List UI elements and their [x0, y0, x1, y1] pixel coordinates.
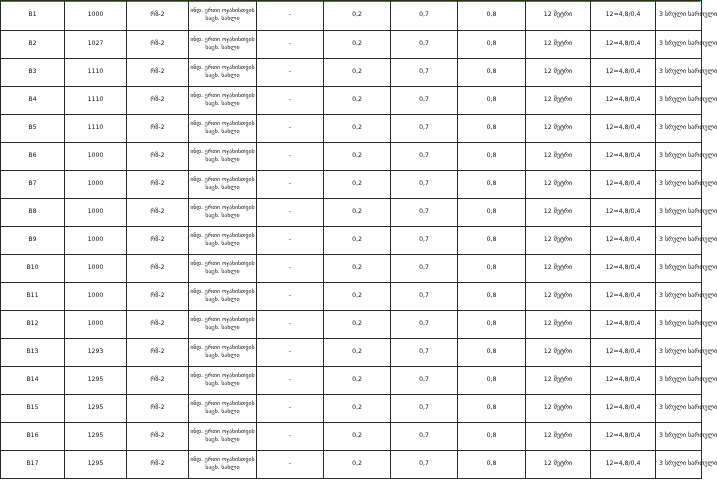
- building-type-cell: ინდ. ერთი ოჯახისთვის საცხ. სახლი: [189, 31, 257, 59]
- setback-cell: 12=4,8/0,4: [591, 227, 656, 255]
- height-cell: 12 მეტრი: [526, 59, 591, 87]
- building-type-cell: ინდ. ერთი ოჯახისთვის საცხ. სახლი: [189, 115, 257, 143]
- coefficient-k2-cell: 0,7: [391, 339, 458, 367]
- setback-cell: 12=4,8/0,4: [591, 423, 656, 451]
- height-cell: 12 მეტრი: [526, 171, 591, 199]
- floors-cell: 3 სრული სართული: [656, 283, 702, 311]
- setback-cell: 12=4,8/0,4: [591, 395, 656, 423]
- coefficient-k3-cell: 0,8: [458, 115, 526, 143]
- floors-cell: 3 სრული სართული: [656, 255, 702, 283]
- floors-cell: 3 სრული სართული: [656, 59, 702, 87]
- coefficient-k2-cell: 0,7: [391, 143, 458, 171]
- empty-value-cell: -: [257, 367, 324, 395]
- floors-cell: 3 სრული სართული: [656, 31, 702, 59]
- empty-value-cell: -: [257, 143, 324, 171]
- zone-cell: რზ-2: [127, 395, 189, 423]
- building-type-cell: ინდ. ერთი ოჯახისთვის საცხ. სახლი: [189, 171, 257, 199]
- setback-cell: 12=4,8/0,4: [591, 1, 656, 31]
- table-row: [1, 31, 702, 59]
- floors-cell: 3 სრული სართული: [656, 199, 702, 227]
- setback-cell: 12=4,8/0,4: [591, 367, 656, 395]
- building-type-cell: ინდ. ერთი ოჯახისთვის საცხ. სახლი: [189, 59, 257, 87]
- building-type-cell: ინდ. ერთი ოჯახისთვის საცხ. სახლი: [189, 255, 257, 283]
- coefficient-k2-cell: 0,7: [391, 395, 458, 423]
- building-type-cell: ინდ. ერთი ოჯახისთვის საცხ. სახლი: [189, 311, 257, 339]
- building-type-cell: ინდ. ერთი ოჯახისთვის საცხ. სახლი: [189, 87, 257, 115]
- coefficient-k2-cell: 0,7: [391, 451, 458, 479]
- empty-value-cell: -: [257, 59, 324, 87]
- height-cell: 12 მეტრი: [526, 367, 591, 395]
- building-type-cell: ინდ. ერთი ოჯახისთვის საცხ. სახლი: [189, 227, 257, 255]
- coefficient-k1-cell: 0,2: [324, 395, 391, 423]
- height-cell: 12 მეტრი: [526, 451, 591, 479]
- coefficient-k2-cell: 0,7: [391, 367, 458, 395]
- table-row: [1, 199, 702, 227]
- parcel-id-cell: B11: [1, 283, 65, 311]
- zone-cell: რზ-2: [127, 143, 189, 171]
- coefficient-k2-cell: 0,7: [391, 283, 458, 311]
- height-cell: 12 მეტრი: [526, 143, 591, 171]
- table-row: [1, 255, 702, 283]
- setback-cell: 12=4,8/0,4: [591, 171, 656, 199]
- setback-cell: 12=4,8/0,4: [591, 31, 656, 59]
- area-cell: 1000: [65, 171, 127, 199]
- empty-value-cell: -: [257, 255, 324, 283]
- parcel-id-cell: B13: [1, 339, 65, 367]
- coefficient-k1-cell: 0,2: [324, 199, 391, 227]
- parcel-id-cell: B2: [1, 31, 65, 59]
- coefficient-k1-cell: 0,2: [324, 87, 391, 115]
- coefficient-k3-cell: 0,8: [458, 143, 526, 171]
- coefficient-k2-cell: 0,7: [391, 87, 458, 115]
- empty-value-cell: -: [257, 395, 324, 423]
- height-cell: 12 მეტრი: [526, 255, 591, 283]
- coefficient-k3-cell: 0,8: [458, 171, 526, 199]
- table-row: [1, 1, 702, 31]
- height-cell: 12 მეტრი: [526, 115, 591, 143]
- parcel-id-cell: B7: [1, 171, 65, 199]
- table-row: [1, 283, 702, 311]
- parcel-id-cell: B15: [1, 395, 65, 423]
- table-row: [1, 367, 702, 395]
- zone-cell: რზ-2: [127, 59, 189, 87]
- zone-cell: რზ-2: [127, 339, 189, 367]
- zone-cell: რზ-2: [127, 171, 189, 199]
- empty-value-cell: -: [257, 227, 324, 255]
- area-cell: 1000: [65, 227, 127, 255]
- coefficient-k3-cell: 0,8: [458, 339, 526, 367]
- coefficient-k1-cell: 0,2: [324, 367, 391, 395]
- zone-cell: რზ-2: [127, 367, 189, 395]
- parcel-id-cell: B10: [1, 255, 65, 283]
- coefficient-k1-cell: 0,2: [324, 59, 391, 87]
- coefficient-k1-cell: 0,2: [324, 255, 391, 283]
- coefficient-k3-cell: 0,8: [458, 451, 526, 479]
- parcel-id-cell: B6: [1, 143, 65, 171]
- coefficient-k2-cell: 0,7: [391, 311, 458, 339]
- height-cell: 12 მეტრი: [526, 31, 591, 59]
- empty-value-cell: -: [257, 1, 324, 31]
- zone-cell: რზ-2: [127, 87, 189, 115]
- coefficient-k1-cell: 0,2: [324, 227, 391, 255]
- floors-cell: 3 სრული სართული: [656, 227, 702, 255]
- building-type-cell: ინდ. ერთი ოჯახისთვის საცხ. სახლი: [189, 199, 257, 227]
- coefficient-k3-cell: 0,8: [458, 1, 526, 31]
- coefficient-k3-cell: 0,8: [458, 255, 526, 283]
- coefficient-k3-cell: 0,8: [458, 367, 526, 395]
- floors-cell: 3 სრული სართული: [656, 87, 702, 115]
- height-cell: 12 მეტრი: [526, 87, 591, 115]
- floors-cell: 3 სრული სართული: [656, 423, 702, 451]
- parcel-id-cell: B9: [1, 227, 65, 255]
- parcel-id-cell: B4: [1, 87, 65, 115]
- empty-value-cell: -: [257, 115, 324, 143]
- empty-value-cell: -: [257, 339, 324, 367]
- parcel-id-cell: B1: [1, 1, 65, 31]
- height-cell: 12 მეტრი: [526, 283, 591, 311]
- coefficient-k2-cell: 0,7: [391, 1, 458, 31]
- building-type-cell: ინდ. ერთი ოჯახისთვის საცხ. სახლი: [189, 143, 257, 171]
- coefficient-k1-cell: 0,2: [324, 339, 391, 367]
- setback-cell: 12=4,8/0,4: [591, 59, 656, 87]
- zone-cell: რზ-2: [127, 227, 189, 255]
- height-cell: 12 მეტრი: [526, 1, 591, 31]
- parcel-id-cell: B14: [1, 367, 65, 395]
- building-type-cell: ინდ. ერთი ოჯახისთვის საცხ. სახლი: [189, 1, 257, 31]
- building-type-cell: ინდ. ერთი ოჯახისთვის საცხ. სახლი: [189, 395, 257, 423]
- area-cell: 1000: [65, 199, 127, 227]
- setback-cell: 12=4,8/0,4: [591, 451, 656, 479]
- coefficient-k2-cell: 0,7: [391, 31, 458, 59]
- floors-cell: 3 სრული სართული: [656, 171, 702, 199]
- area-cell: 1293: [65, 339, 127, 367]
- floors-cell: 3 სრული სართული: [656, 311, 702, 339]
- coefficient-k3-cell: 0,8: [458, 227, 526, 255]
- building-type-cell: ინდ. ერთი ოჯახისთვის საცხ. სახლი: [189, 451, 257, 479]
- table-body: [1, 1, 717, 479]
- zone-cell: რზ-2: [127, 199, 189, 227]
- coefficient-k1-cell: 0,2: [324, 143, 391, 171]
- floors-cell: 3 სრული სართული: [656, 143, 702, 171]
- setback-cell: 12=4,8/0,4: [591, 143, 656, 171]
- height-cell: 12 მეტრი: [526, 227, 591, 255]
- height-cell: 12 მეტრი: [526, 199, 591, 227]
- coefficient-k2-cell: 0,7: [391, 227, 458, 255]
- coefficient-k2-cell: 0,7: [391, 199, 458, 227]
- table-row: [1, 59, 702, 87]
- height-cell: 12 მეტრი: [526, 339, 591, 367]
- building-type-cell: ინდ. ერთი ოჯახისთვის საცხ. სახლი: [189, 283, 257, 311]
- table-row: [1, 115, 702, 143]
- setback-cell: 12=4,8/0,4: [591, 87, 656, 115]
- height-cell: 12 მეტრი: [526, 311, 591, 339]
- setback-cell: 12=4,8/0,4: [591, 311, 656, 339]
- coefficient-k3-cell: 0,8: [458, 199, 526, 227]
- coefficient-k3-cell: 0,8: [458, 395, 526, 423]
- parcel-id-cell: B16: [1, 423, 65, 451]
- empty-value-cell: -: [257, 199, 324, 227]
- area-cell: 1110: [65, 115, 127, 143]
- parcel-id-cell: B3: [1, 59, 65, 87]
- coefficient-k2-cell: 0,7: [391, 423, 458, 451]
- zone-cell: რზ-2: [127, 255, 189, 283]
- floors-cell: 3 სრული სართული: [656, 367, 702, 395]
- height-cell: 12 მეტრი: [526, 395, 591, 423]
- table-row: [1, 227, 702, 255]
- coefficient-k3-cell: 0,8: [458, 59, 526, 87]
- floors-cell: 3 სრული სართული: [656, 451, 702, 479]
- parcel-id-cell: B8: [1, 199, 65, 227]
- table-row: [1, 339, 702, 367]
- zone-cell: რზ-2: [127, 115, 189, 143]
- zone-cell: რზ-2: [127, 283, 189, 311]
- empty-value-cell: -: [257, 283, 324, 311]
- area-cell: 1295: [65, 423, 127, 451]
- setback-cell: 12=4,8/0,4: [591, 199, 656, 227]
- zone-cell: რზ-2: [127, 451, 189, 479]
- floors-cell: 3 სრული სართული: [656, 395, 702, 423]
- coefficient-k1-cell: 0,2: [324, 451, 391, 479]
- area-cell: 1000: [65, 283, 127, 311]
- area-cell: 1295: [65, 451, 127, 479]
- table-row: [1, 451, 702, 479]
- coefficient-k2-cell: 0,7: [391, 115, 458, 143]
- empty-value-cell: -: [257, 311, 324, 339]
- empty-value-cell: -: [257, 171, 324, 199]
- coefficient-k3-cell: 0,8: [458, 423, 526, 451]
- coefficient-k1-cell: 0,2: [324, 423, 391, 451]
- setback-cell: 12=4,8/0,4: [591, 283, 656, 311]
- zone-cell: რზ-2: [127, 423, 189, 451]
- coefficient-k1-cell: 0,2: [324, 31, 391, 59]
- table-row: [1, 423, 702, 451]
- area-cell: 1000: [65, 255, 127, 283]
- area-cell: 1000: [65, 143, 127, 171]
- floors-cell: 3 სრული სართული: [656, 339, 702, 367]
- table-row: [1, 171, 702, 199]
- coefficient-k2-cell: 0,7: [391, 59, 458, 87]
- table-row: [1, 87, 702, 115]
- empty-value-cell: -: [257, 451, 324, 479]
- coefficient-k3-cell: 0,8: [458, 31, 526, 59]
- floors-cell: 3 სრული სართული: [656, 115, 702, 143]
- coefficient-k1-cell: 0,2: [324, 1, 391, 31]
- table-row: [1, 143, 702, 171]
- area-cell: 1000: [65, 1, 127, 31]
- building-type-cell: ინდ. ერთი ოჯახისთვის საცხ. სახლი: [189, 423, 257, 451]
- zone-cell: რზ-2: [127, 311, 189, 339]
- coefficient-k1-cell: 0,2: [324, 283, 391, 311]
- coefficient-k1-cell: 0,2: [324, 115, 391, 143]
- table-row: [1, 311, 702, 339]
- empty-value-cell: -: [257, 31, 324, 59]
- coefficient-k3-cell: 0,8: [458, 311, 526, 339]
- coefficient-k2-cell: 0,7: [391, 255, 458, 283]
- setback-cell: 12=4,8/0,4: [591, 339, 656, 367]
- coefficient-k1-cell: 0,2: [324, 311, 391, 339]
- building-type-cell: ინდ. ერთი ოჯახისთვის საცხ. სახლი: [189, 339, 257, 367]
- area-cell: 1110: [65, 87, 127, 115]
- zone-cell: რზ-2: [127, 31, 189, 59]
- area-cell: 1027: [65, 31, 127, 59]
- zone-cell: რზ-2: [127, 1, 189, 31]
- coefficient-k2-cell: 0,7: [391, 171, 458, 199]
- setback-cell: 12=4,8/0,4: [591, 115, 656, 143]
- empty-value-cell: -: [257, 423, 324, 451]
- area-cell: 1295: [65, 395, 127, 423]
- empty-value-cell: -: [257, 87, 324, 115]
- coefficient-k3-cell: 0,8: [458, 87, 526, 115]
- building-type-cell: ინდ. ერთი ოჯახისთვის საცხ. სახლი: [189, 367, 257, 395]
- parcel-id-cell: B12: [1, 311, 65, 339]
- coefficient-k3-cell: 0,8: [458, 283, 526, 311]
- area-cell: 1110: [65, 59, 127, 87]
- coefficient-k1-cell: 0,2: [324, 171, 391, 199]
- setback-cell: 12=4,8/0,4: [591, 255, 656, 283]
- parcel-id-cell: B17: [1, 451, 65, 479]
- area-cell: 1000: [65, 311, 127, 339]
- area-cell: 1295: [65, 367, 127, 395]
- table-row: [1, 395, 702, 423]
- floors-cell: 3 სრული სართული: [656, 1, 702, 31]
- height-cell: 12 მეტრი: [526, 423, 591, 451]
- parcel-id-cell: B5: [1, 115, 65, 143]
